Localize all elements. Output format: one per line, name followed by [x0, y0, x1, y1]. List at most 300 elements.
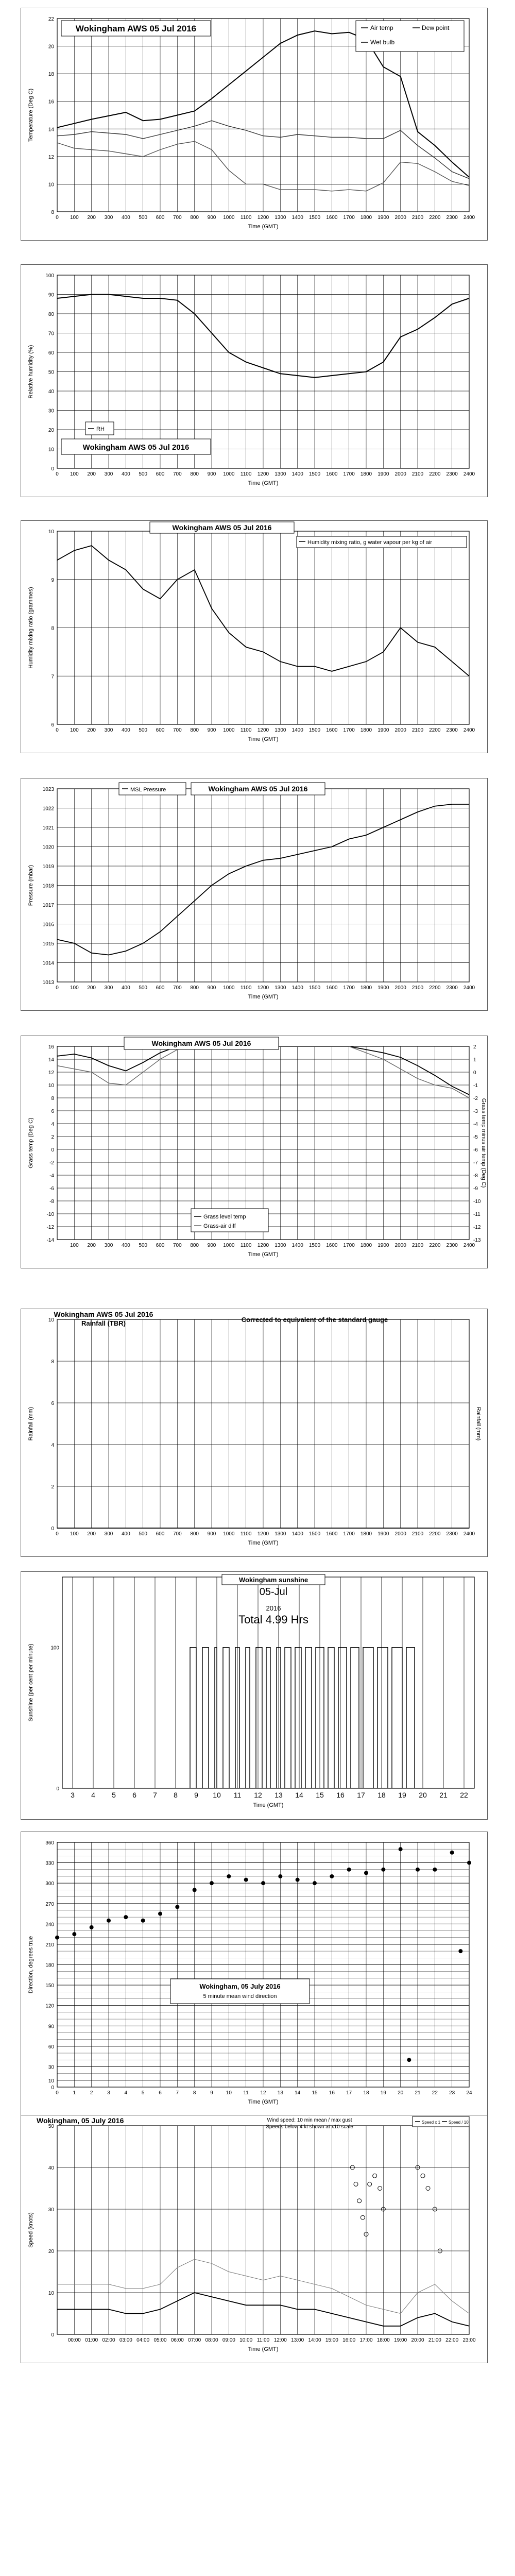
temperature-ytick-label: 14 — [48, 127, 54, 133]
wind-direction-ytick-label: 120 — [45, 2003, 54, 2009]
wind-speed-xtick-label: 01:00 — [85, 2337, 98, 2343]
sunshine-ylabel: Sunshine (per cent per minute) — [28, 1643, 34, 1722]
mixing-xtick-label: 2000 — [394, 727, 406, 733]
mixing-title: Wokingham AWS 05 Jul 2016 — [172, 523, 272, 532]
wind-speed-xtick-label: 10:00 — [239, 2337, 253, 2343]
humidity-xtick-label: 2200 — [429, 471, 441, 477]
wind-speed-xtick-label: 18:00 — [376, 2337, 390, 2343]
wind-direction-xtick-label: 6 — [159, 2090, 162, 2096]
sunshine-xtick-label: 8 — [174, 1791, 178, 1799]
sunshine-xtick-label: 12 — [254, 1791, 262, 1799]
wind-direction-xtick-label: 8 — [193, 2090, 196, 2096]
wind-direction-point — [450, 1851, 454, 1855]
humidity-xtick-label: 2000 — [394, 471, 406, 477]
humidity-svg — [21, 265, 487, 497]
wind-speed-xtick-label: 19:00 — [394, 2337, 407, 2343]
temperature-xlabel: Time (GMT) — [248, 224, 279, 230]
humidity-ytick-label: 70 — [48, 331, 54, 337]
humidity-ytick-label: 10 — [48, 447, 54, 453]
wind-speed-xtick-label: 15:00 — [325, 2337, 338, 2343]
humidity-xlabel: Time (GMT) — [248, 480, 279, 486]
grass-y2label: Grass temp minus air temp (Deg C) — [480, 1098, 487, 1188]
wind-direction-xtick-label: 0 — [56, 2090, 59, 2096]
wind-direction-xtick-label: 21 — [415, 2090, 421, 2096]
grass-y2tick-label: -12 — [473, 1225, 481, 1230]
pressure-xtick-label: 2400 — [463, 985, 475, 991]
wind-speed-xtick-label: 05:00 — [153, 2337, 167, 2343]
wind-speed-xtick-label: 23:00 — [462, 2337, 476, 2343]
grass-xtick-label: 1400 — [291, 1243, 303, 1248]
sunshine-bar — [246, 1648, 250, 1788]
temperature-legend-label: Dew point — [422, 24, 450, 31]
wind-speed-xtick-label: 04:00 — [136, 2337, 150, 2343]
mixing-ratio-svg — [21, 521, 487, 753]
wind-speed-xtick-label: 22:00 — [445, 2337, 459, 2343]
temperature-xtick-label: 900 — [207, 215, 216, 221]
temperature-xtick-label: 1300 — [274, 215, 286, 221]
rainfall-xtick-label: 1300 — [274, 1531, 286, 1537]
wind-speed-note1: Wind speed: 10 min mean / max gust — [267, 2117, 352, 2123]
sunshine-xtick-label: 7 — [153, 1791, 157, 1799]
wind-direction-point — [458, 1949, 462, 1953]
sunshine-xtick-label: 6 — [132, 1791, 136, 1799]
sunshine-xtick-label: 9 — [194, 1791, 198, 1799]
wind-direction-xtick-label: 15 — [312, 2090, 318, 2096]
temperature-xtick-label: 400 — [121, 215, 130, 221]
pressure-ytick-label: 1023 — [42, 787, 54, 792]
sunshine-bar — [377, 1648, 388, 1788]
pressure-chart — [21, 778, 488, 1011]
rainfall-xtick-label: 1800 — [360, 1531, 372, 1537]
temperature-xtick-label: 700 — [173, 215, 182, 221]
temperature-xtick-label: 1600 — [326, 215, 338, 221]
mixing-ratio-chart — [21, 520, 488, 753]
sunshine-date: 05-Jul — [259, 1586, 288, 1598]
grass-xtick-label: 2000 — [394, 1243, 406, 1248]
wind-direction-point — [227, 1874, 231, 1878]
grass-ytick-label: -4 — [49, 1173, 54, 1179]
pressure-ytick-label: 1016 — [42, 922, 54, 928]
grass-y2tick-label: -3 — [473, 1109, 478, 1114]
wind-direction-point — [107, 1919, 111, 1923]
wind-speed-title: Wokingham, 05 July 2016 — [37, 2116, 124, 2125]
wind-direction-point — [141, 1919, 145, 1923]
rainfall-xtick-label: 700 — [173, 1531, 182, 1537]
mixing-xtick-label: 1500 — [308, 727, 321, 733]
wind-direction-point — [72, 1932, 76, 1936]
wind-direction-point — [278, 1874, 282, 1878]
temperature-xtick-label: 1500 — [308, 215, 321, 221]
sunshine-xtick-label: 17 — [357, 1791, 365, 1799]
wind-speed-scaled-point — [368, 2182, 372, 2186]
grass-xtick-label: 2100 — [411, 1243, 424, 1248]
wind-direction-ytick-label: 0 — [51, 2085, 54, 2091]
pressure-xtick-label: 100 — [70, 985, 79, 991]
humidity-xtick-label: 2100 — [411, 471, 424, 477]
mixing-ytick-label: 9 — [51, 577, 54, 583]
pressure-ytick-label: 1013 — [42, 980, 54, 986]
pressure-xlabel: Time (GMT) — [248, 994, 279, 1000]
rainfall-xtick-label: 1700 — [343, 1531, 355, 1537]
wind-direction-xtick-label: 5 — [141, 2090, 145, 2096]
wind-speed-note2: Speeds below 4 kt shown at x10 scale — [266, 2124, 353, 2130]
pressure-ytick-label: 1015 — [42, 941, 54, 947]
temperature-title: Wokingham AWS 05 Jul 2016 — [75, 24, 197, 33]
wind-direction-subtitle: 5 minute mean wind direction — [203, 1993, 277, 1999]
temperature-xtick-label: 1700 — [343, 215, 355, 221]
grass-xtick-label: 400 — [121, 1243, 130, 1248]
grass-xtick-label: 1900 — [377, 1243, 389, 1248]
wind-speed-scaled-point — [378, 2187, 382, 2191]
temperature-xtick-label: 100 — [70, 215, 79, 221]
temperature-xtick-label: 800 — [190, 215, 199, 221]
wind-direction-svg — [21, 1832, 487, 2115]
mixing-xtick-label: 400 — [121, 727, 130, 733]
wind-speed-xtick-label: 17:00 — [359, 2337, 373, 2343]
grass-ytick-label: 14 — [48, 1057, 54, 1063]
pressure-xtick-label: 1500 — [308, 985, 321, 991]
grass-y2tick-label: 1 — [473, 1057, 476, 1063]
wind-direction-xtick-label: 3 — [107, 2090, 110, 2096]
humidity-xtick-label: 200 — [87, 471, 96, 477]
wind-direction-point — [433, 1868, 437, 1872]
temperature-xtick-label: 2300 — [446, 215, 458, 221]
temperature-xtick-label: 1800 — [360, 215, 372, 221]
temperature-xtick-label: 300 — [104, 215, 113, 221]
wind-speed-ytick-label: 30 — [48, 2207, 54, 2213]
sunshine-xtick-label: 16 — [336, 1791, 345, 1799]
mixing-xtick-label: 1400 — [291, 727, 303, 733]
temperature-ytick-label: 18 — [48, 72, 54, 78]
grass-xtick-label: 1600 — [326, 1243, 338, 1248]
wind-speed-scaled-point — [357, 2199, 362, 2203]
wind-direction-xtick-label: 10 — [226, 2090, 232, 2096]
mixing-xtick-label: 100 — [70, 727, 79, 733]
grass-xtick-label: 700 — [173, 1243, 182, 1248]
grass-ytick-label: -6 — [49, 1186, 54, 1192]
wind-direction-xtick-label: 24 — [466, 2090, 472, 2096]
humidity-xtick-label: 500 — [139, 471, 148, 477]
grass-ytick-label: 8 — [51, 1096, 54, 1101]
humidity-ytick-label: 60 — [48, 350, 54, 356]
grass-svg — [21, 1036, 487, 1268]
wind-speed-xtick-label: 06:00 — [170, 2337, 184, 2343]
rainfall-ytick-label: 8 — [51, 1359, 54, 1365]
pressure-ytick-label: 1022 — [42, 806, 54, 812]
humidity-xtick-label: 400 — [121, 471, 130, 477]
wind-direction-point — [124, 1915, 128, 1919]
wind-speed-ytick-label: 20 — [48, 2249, 54, 2255]
mixing-xlabel: Time (GMT) — [248, 736, 279, 742]
wind-direction-ytick-label: 300 — [45, 1881, 54, 1887]
pressure-ytick-label: 1021 — [42, 825, 54, 831]
pressure-ytick-label: 1018 — [42, 883, 54, 889]
grass-ytick-label: -10 — [46, 1212, 54, 1217]
mixing-xtick-label: 1100 — [240, 727, 252, 733]
humidity-xtick-label: 1800 — [360, 471, 372, 477]
sunshine-bar — [363, 1648, 373, 1788]
humidity-xtick-label: 1500 — [308, 471, 321, 477]
grass-y2tick-label: -11 — [473, 1212, 480, 1217]
wind-direction-xtick-label: 4 — [124, 2090, 128, 2096]
grass-y2tick-label: -13 — [473, 1238, 481, 1243]
pressure-ylabel: Pressure (mbar) — [28, 865, 34, 906]
sunshine-xtick-label: 18 — [377, 1791, 386, 1799]
wind-speed-ytick-label: 40 — [48, 2165, 54, 2171]
wind-speed-ytick-label: 50 — [48, 2124, 54, 2129]
sunshine-bar — [406, 1648, 415, 1788]
wind-speed-chart — [21, 2115, 488, 2363]
temperature-ytick-label: 16 — [48, 99, 54, 105]
sunshine-ytick-label: 100 — [50, 1645, 59, 1651]
grass-chart — [21, 1036, 488, 1268]
rainfall-xtick-label: 400 — [121, 1531, 130, 1537]
mixing-ytick-label: 6 — [51, 722, 54, 728]
humidity-xtick-label: 1900 — [377, 471, 389, 477]
grass-xtick-label: 1500 — [308, 1243, 321, 1248]
wind-direction-point — [261, 1881, 265, 1885]
wind-direction-point — [175, 1905, 179, 1909]
humidity-xtick-label: 800 — [190, 471, 199, 477]
rainfall-xtick-label: 1100 — [240, 1531, 252, 1537]
rainfall-xtick-label: 2400 — [463, 1531, 475, 1537]
wind-direction-point — [347, 1868, 351, 1872]
grass-xtick-label: 600 — [156, 1243, 165, 1248]
humidity-xtick-label: 1100 — [240, 471, 252, 477]
wind-direction-ytick-label: 180 — [45, 1962, 54, 1969]
pressure-xtick-label: 300 — [104, 985, 113, 991]
temperature-xtick-label: 1100 — [240, 215, 252, 221]
sunshine-xtick-label: 22 — [460, 1791, 468, 1799]
wind-direction-chart — [21, 1832, 488, 2116]
grass-title: Wokingham AWS 05 Jul 2016 — [151, 1039, 251, 1047]
grass-xtick-label: 1800 — [360, 1243, 372, 1248]
wind-direction-xlabel: Time (GMT) — [248, 2099, 279, 2105]
mixing-xtick-label: 500 — [139, 727, 148, 733]
wind-direction-ytick-label: 10 — [48, 2078, 54, 2084]
wind-direction-xtick-label: 12 — [260, 2090, 266, 2096]
pressure-xtick-label: 200 — [87, 985, 96, 991]
humidity-xtick-label: 1200 — [257, 471, 269, 477]
grass-ytick-label: 16 — [48, 1044, 54, 1050]
pressure-title: Wokingham AWS 05 Jul 2016 — [208, 785, 308, 793]
temperature-ylabel: Temperature (Deg C) — [28, 88, 34, 142]
sunshine-bar — [392, 1648, 402, 1788]
wind-direction-xtick-label: 23 — [449, 2090, 455, 2096]
wind-direction-point — [381, 1868, 385, 1872]
mixing-ylabel: Humidity mixing ratio (grammes) — [28, 587, 34, 669]
temperature-ytick-label: 20 — [48, 44, 54, 50]
grass-y2tick-label: -4 — [473, 1122, 478, 1127]
sunshine-bar — [351, 1648, 359, 1788]
sunshine-title: Wokingham sunshine — [238, 1576, 308, 1584]
grass-y2tick-label: -6 — [473, 1147, 478, 1153]
sunshine-bar — [328, 1648, 334, 1788]
wind-direction-xtick-label: 1 — [73, 2090, 76, 2096]
pressure-xtick-label: 1200 — [257, 985, 269, 991]
pressure-ytick-label: 1019 — [42, 864, 54, 870]
pressure-xtick-label: 1900 — [377, 985, 389, 991]
rainfall-xtick-label: 200 — [87, 1531, 96, 1537]
grass-ytick-label: 10 — [48, 1083, 54, 1089]
grass-xtick-label: 1000 — [223, 1243, 235, 1248]
humidity-ytick-label: 20 — [48, 428, 54, 433]
wind-speed-scaled-point — [426, 2187, 430, 2191]
wind-direction-ytick-label: 150 — [45, 1983, 54, 1989]
mixing-xtick-label: 600 — [156, 727, 165, 733]
wind-direction-point — [210, 1881, 214, 1885]
pressure-xtick-label: 800 — [190, 985, 199, 991]
temperature-xtick-label: 500 — [139, 215, 148, 221]
wind-direction-ytick-label: 270 — [45, 1901, 54, 1907]
pressure-xtick-label: 1100 — [240, 985, 252, 991]
wind-direction-ylabel: Direction, degrees true — [28, 1936, 34, 1994]
humidity-ytick-label: 80 — [48, 312, 54, 317]
sunshine-xtick-label: 19 — [398, 1791, 406, 1799]
rainfall-xtick-label: 100 — [70, 1531, 79, 1537]
grass-ytick-label: 4 — [51, 1122, 54, 1127]
grass-y2tick-label: -8 — [473, 1173, 478, 1179]
rainfall-xtick-label: 2200 — [429, 1531, 441, 1537]
wind-direction-ytick-label: 210 — [45, 1942, 54, 1948]
humidity-xtick-label: 0 — [56, 471, 59, 477]
humidity-chart — [21, 264, 488, 497]
wind-direction-xtick-label: 11 — [243, 2090, 249, 2096]
mixing-xtick-label: 1700 — [343, 727, 355, 733]
wind-direction-point — [330, 1874, 334, 1878]
pressure-xtick-label: 700 — [173, 985, 182, 991]
temperature-svg — [21, 8, 487, 240]
sunshine-ytick-label: 0 — [56, 1786, 59, 1792]
pressure-xtick-label: 1300 — [274, 985, 286, 991]
wind-speed-ytick-label: 0 — [51, 2332, 54, 2338]
wind-direction-xtick-label: 7 — [176, 2090, 179, 2096]
pressure-ytick-label: 1014 — [42, 960, 54, 967]
wind-speed-xtick-label: 21:00 — [428, 2337, 441, 2343]
sunshine-year: 2016 — [266, 1604, 281, 1612]
humidity-xtick-label: 1700 — [343, 471, 355, 477]
pressure-ytick-label: 1020 — [42, 844, 54, 851]
mixing-xtick-label: 1900 — [377, 727, 389, 733]
rainfall-ytick-label: 4 — [51, 1443, 54, 1448]
rainfall-ytick-label: 2 — [51, 1484, 54, 1490]
temperature-chart — [21, 8, 488, 241]
grass-y2tick-label: -5 — [473, 1134, 478, 1140]
mixing-xtick-label: 1600 — [326, 727, 338, 733]
pressure-xtick-label: 2000 — [394, 985, 406, 991]
humidity-xtick-label: 1000 — [223, 471, 235, 477]
rainfall-xtick-label: 1400 — [291, 1531, 303, 1537]
sunshine-xtick-label: 11 — [233, 1791, 242, 1799]
rainfall-chart — [21, 1309, 488, 1557]
grass-y2tick-label: -9 — [473, 1186, 478, 1192]
temperature-xtick-label: 2400 — [463, 215, 475, 221]
wind-speed-xtick-label: 14:00 — [308, 2337, 321, 2343]
sunshine-bar — [338, 1648, 347, 1788]
rainfall-ylabel: Rainfall (mm) — [28, 1406, 34, 1441]
sunshine-bar — [285, 1648, 291, 1788]
pressure-xtick-label: 500 — [139, 985, 148, 991]
sunshine-xtick-label: 14 — [295, 1791, 303, 1799]
wind-speed-ylabel: Speed (knots) — [28, 2212, 34, 2248]
rainfall-note: Corrected to equivalent of the standard gauge — [241, 1316, 388, 1324]
rainfall-xtick-label: 1500 — [308, 1531, 321, 1537]
mixing-xtick-label: 200 — [87, 727, 96, 733]
sunshine-xtick-label: 4 — [91, 1791, 95, 1799]
pressure-xtick-label: 400 — [121, 985, 130, 991]
humidity-xtick-label: 300 — [104, 471, 113, 477]
wind-direction-ytick-label: 60 — [48, 2044, 54, 2050]
rainfall-xtick-label: 300 — [104, 1531, 113, 1537]
wind-speed-xtick-label: 00:00 — [67, 2337, 81, 2343]
wind-direction-point — [467, 1861, 471, 1865]
grass-ylabel: Grass temp (Deg C) — [28, 1117, 34, 1168]
wind-direction-xtick-label: 13 — [277, 2090, 283, 2096]
grass-xtick-label: 900 — [207, 1243, 216, 1248]
temperature-ytick-label: 12 — [48, 154, 54, 160]
wind-direction-point — [90, 1925, 94, 1929]
wind-direction-point — [399, 1847, 403, 1851]
wind-speed-legend-label: Speed / 10 — [449, 2120, 469, 2125]
wind-speed-scaled-point — [373, 2174, 377, 2178]
grass-xtick-label: 800 — [190, 1243, 199, 1248]
grass-ytick-label: -12 — [46, 1225, 54, 1230]
grass-ytick-label: 6 — [51, 1109, 54, 1114]
rainfall-y2label: Rainfall (mm) — [475, 1406, 482, 1441]
rainfall-ytick-label: 0 — [51, 1526, 54, 1532]
pressure-xtick-label: 1600 — [326, 985, 338, 991]
mixing-xtick-label: 0 — [56, 727, 59, 733]
wind-speed-svg — [21, 2115, 487, 2363]
sunshine-chart — [21, 1571, 488, 1820]
humidity-title: Wokingham AWS 05 Jul 2016 — [82, 443, 190, 452]
sunshine-xtick-label: 15 — [316, 1791, 324, 1799]
wind-direction-xtick-label: 17 — [346, 2090, 352, 2096]
mixing-xtick-label: 300 — [104, 727, 113, 733]
humidity-xtick-label: 2400 — [463, 471, 475, 477]
sunshine-bar — [266, 1648, 270, 1788]
pressure-xtick-label: 2200 — [429, 985, 441, 991]
rainfall-xtick-label: 2000 — [394, 1531, 406, 1537]
sunshine-bar — [256, 1648, 262, 1788]
rainfall-xtick-label: 500 — [139, 1531, 148, 1537]
grass-ytick-label: -14 — [46, 1238, 54, 1243]
rainfall-xtick-label: 900 — [207, 1531, 216, 1537]
grass-y2tick-label: -10 — [473, 1199, 481, 1205]
pressure-xtick-label: 2100 — [411, 985, 424, 991]
wind-speed-xtick-label: 09:00 — [222, 2337, 235, 2343]
mixing-xtick-label: 700 — [173, 727, 182, 733]
rainfall-ytick-label: 10 — [48, 1317, 54, 1323]
wind-direction-xtick-label: 18 — [363, 2090, 369, 2096]
wind-speed-xtick-label: 12:00 — [273, 2337, 287, 2343]
rainfall-xtick-label: 800 — [190, 1531, 199, 1537]
wind-speed-xtick-label: 07:00 — [188, 2337, 201, 2343]
temperature-xtick-label: 2000 — [394, 215, 406, 221]
mixing-xtick-label: 1200 — [257, 727, 269, 733]
wind-direction-point — [364, 1871, 368, 1875]
grass-legend-label: Grass-air diff — [203, 1223, 236, 1229]
wind-direction-ytick-label: 90 — [48, 2024, 54, 2030]
humidity-xtick-label: 1600 — [326, 471, 338, 477]
wind-direction-xtick-label: 14 — [295, 2090, 301, 2096]
rainfall-svg — [21, 1309, 487, 1556]
humidity-ylabel: Relative humidity (%) — [28, 345, 34, 399]
grass-xtick-label: 2400 — [463, 1243, 475, 1248]
rainfall-xtick-label: 600 — [156, 1531, 165, 1537]
pressure-legend-label: MSL Pressure — [130, 787, 166, 793]
temperature-xtick-label: 1000 — [223, 215, 235, 221]
